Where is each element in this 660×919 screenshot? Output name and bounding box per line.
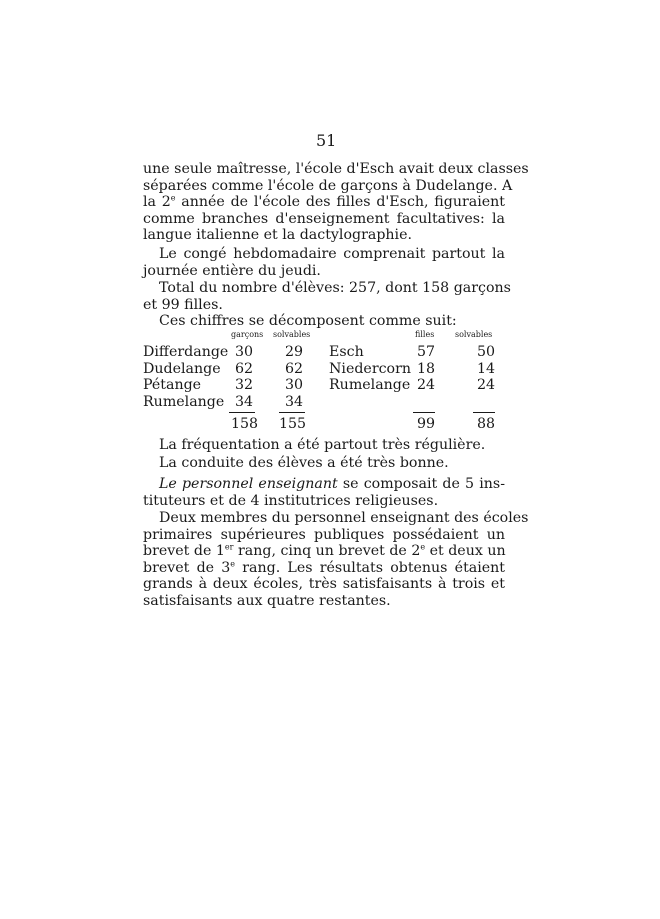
paragraph-decompose [143, 313, 505, 330]
paragraph-conduite [143, 455, 505, 472]
row-name: Niedercorn [329, 361, 412, 377]
total-value: 88 [477, 416, 496, 432]
total-value: 155 [279, 416, 307, 432]
row-value: 57 [417, 344, 436, 360]
page-number: 51 [316, 131, 337, 150]
row-name: Differdange [143, 344, 229, 360]
sum-rule [473, 412, 495, 413]
row-name: Rumelange [329, 377, 411, 393]
row-value: 62 [235, 361, 254, 377]
italic-heading: Le personnel enseignant [159, 476, 338, 492]
text-line: une seule maîtresse, l'école d'Esch avait deux classes [143, 161, 529, 177]
text-line: séparées comme l'école de garçons à Dudelange. A [143, 177, 513, 194]
header-solvables-1: solvables [273, 330, 311, 339]
text-line: la 2e année de l'école des filles d'Esch, figuraient [143, 193, 505, 211]
text-line: langue italienne et la dactylographie. [143, 227, 412, 244]
row-value: 18 [417, 361, 436, 377]
pupils-table [143, 330, 505, 435]
text-line: La fréquentation a été partout très régulière. [159, 437, 486, 453]
text-line: et 99 filles. [143, 296, 223, 313]
header-solvables-2: solvables [455, 330, 493, 339]
superscript: e [420, 542, 426, 552]
row-name: Esch [329, 344, 364, 360]
paragraph-conge [143, 246, 505, 279]
header-garcons: garçons [231, 330, 264, 339]
row-value: 29 [285, 344, 304, 360]
row-value: 24 [417, 377, 436, 393]
superscript: e [230, 559, 236, 569]
row-value: 34 [235, 394, 254, 410]
row-value: 50 [477, 344, 496, 360]
paragraph-personnel [143, 476, 505, 509]
superscript: e [170, 193, 176, 203]
text-line: brevet de 3e rang. Les résultats obtenus étaient [143, 559, 505, 576]
sum-rule [279, 412, 305, 413]
row-name: Rumelange [143, 394, 225, 410]
text-line: Le personnel enseignant se composait de 5 ins- [159, 476, 505, 492]
text-line: Deux membres du personnel enseignant des écoles [159, 510, 529, 526]
total-value: 158 [231, 416, 259, 432]
total-value: 99 [417, 416, 436, 432]
text-line: La conduite des élèves a été très bonne. [159, 455, 449, 471]
row-value: 24 [477, 377, 496, 393]
text-line: grands à deux écoles, très satisfaisants à trois et [143, 576, 505, 593]
paragraph-frequentation [143, 437, 505, 454]
text-line: primaires supérieures publiques possédaient un [143, 526, 505, 543]
row-value: 30 [285, 377, 304, 393]
header-filles: filles [415, 330, 435, 339]
sum-rule [413, 412, 435, 413]
text-line: journée entière du jeudi. [143, 262, 321, 279]
text-line: satisfaisants aux quatre restantes. [143, 592, 391, 609]
row-value: 32 [235, 377, 254, 393]
text-line: comme branches d'enseignement facultatives: la [143, 210, 505, 227]
row-name: Dudelange [143, 361, 221, 377]
text-line: tituteurs et de 4 institutrices religieuses. [143, 492, 439, 509]
text-line: Ces chiffres se décomposent comme suit: [159, 313, 457, 329]
text-line: brevet de 1er rang, cinq un brevet de 2e et deux un [143, 542, 506, 560]
text-line: Le congé hebdomadaire comprenait partout la [159, 246, 505, 262]
paragraph-classes [143, 161, 529, 244]
text-line: Total du nombre d'élèves: 257, dont 158 garçons [159, 280, 511, 296]
paragraph-total [143, 280, 511, 313]
row-value: 14 [477, 361, 496, 377]
sum-rule [229, 412, 255, 413]
row-name: Pétange [143, 377, 202, 393]
row-value: 30 [235, 344, 254, 360]
row-value: 34 [285, 394, 304, 410]
paragraph-brevets [143, 510, 529, 610]
row-value: 62 [285, 361, 304, 377]
superscript: er [224, 542, 234, 552]
